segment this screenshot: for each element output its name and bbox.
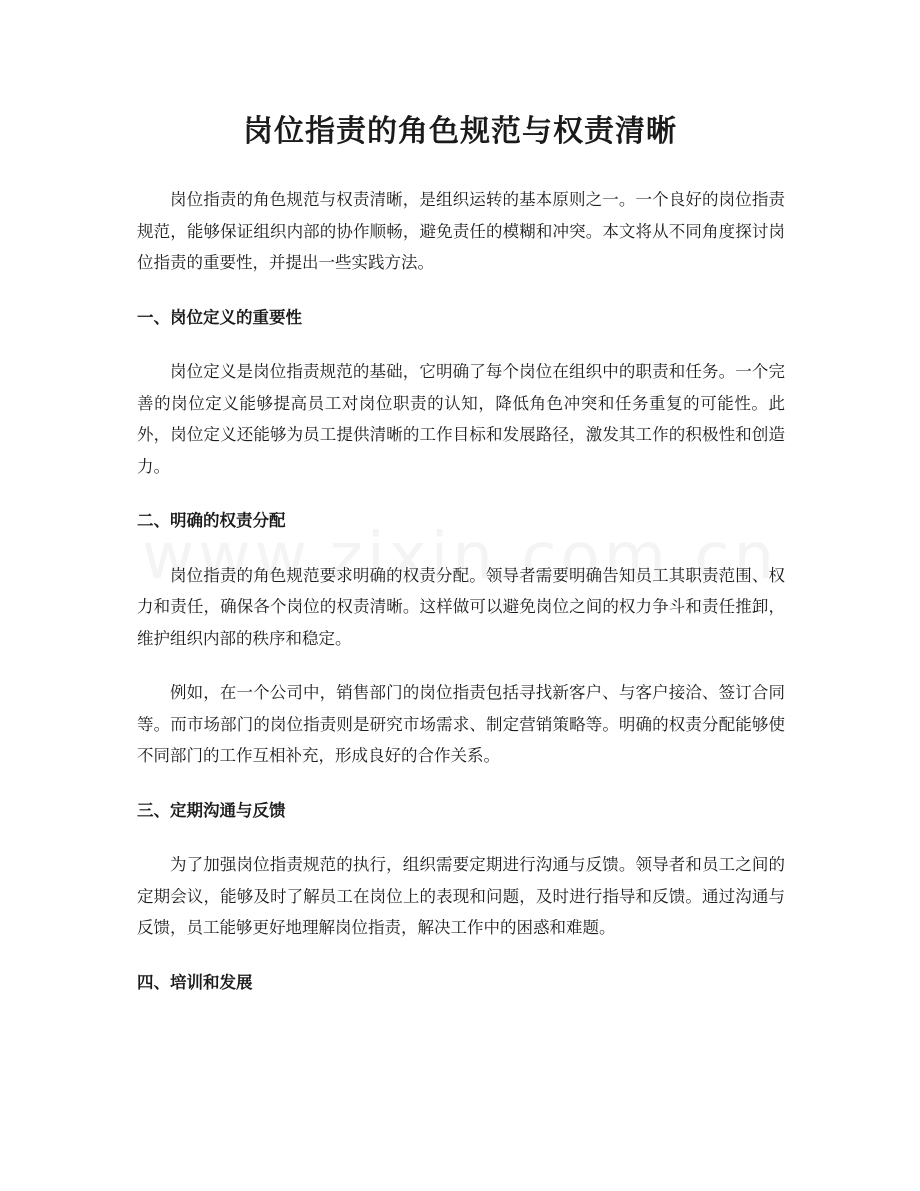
section-paragraph: 为了加强岗位指责规范的执行，组织需要定期进行沟通与反馈。领导者和员工之间的定期会议，能够及时了解员工在岗位上的表现和问题，及时进行指导和反馈。通过沟通与反馈，员工能够更好地理解岗位指责，解决工作中的困惑和难题。 xyxy=(137,855,785,937)
section-paragraph: 例如，在一个公司中，销售部门的岗位指责包括寻找新客户、与客户接洽、签订合同等。而市场部门的岗位指责则是研究市场需求、制定营销策略等。明确的权责分配能够使不同部门的工作互相补充，形成良好的合作关系。 xyxy=(137,683,785,765)
section-heading: 一、岗位定义的重要性 xyxy=(137,307,302,327)
section-heading: 二、明确的权责分配 xyxy=(137,511,286,530)
section-paragraph: 岗位指责的角色规范要求明确的权责分配。领导者需要明确告知员工其职责范围、权力和责任，确保各个岗位的权责清晰。这样做可以避免岗位之间的权力争斗和责任推卸，维护组织内部的秩序和稳定。 xyxy=(137,565,785,648)
section-heading: 三、定期沟通与反馈 xyxy=(137,800,286,820)
document-title: 岗位指责的角色规范与权责清晰 xyxy=(243,114,677,149)
intro-paragraph: 岗位指责的角色规范与权责清晰，是组织运转的基本原则之一。一个良好的岗位指责规范，能够保证组织内部的协作顺畅，避免责任的模糊和冲突。本文将从不同角度探讨岗位指责的重要性，并提出一些实践方法。 xyxy=(137,190,785,272)
section-paragraph: 岗位定义是岗位指责规范的基础，它明确了每个岗位在组织中的职责和任务。一个完善的岗位定义能够提高员工对岗位职责的认知，降低角色冲突和任务重复的可能性。此外，岗位定义还能够为员工提供清晰的工作目标和发展路径，激发其工作的积极性和创造力。 xyxy=(137,362,785,476)
document-body xyxy=(137,184,785,1021)
section-heading: 四、培训和发展 xyxy=(137,972,253,992)
